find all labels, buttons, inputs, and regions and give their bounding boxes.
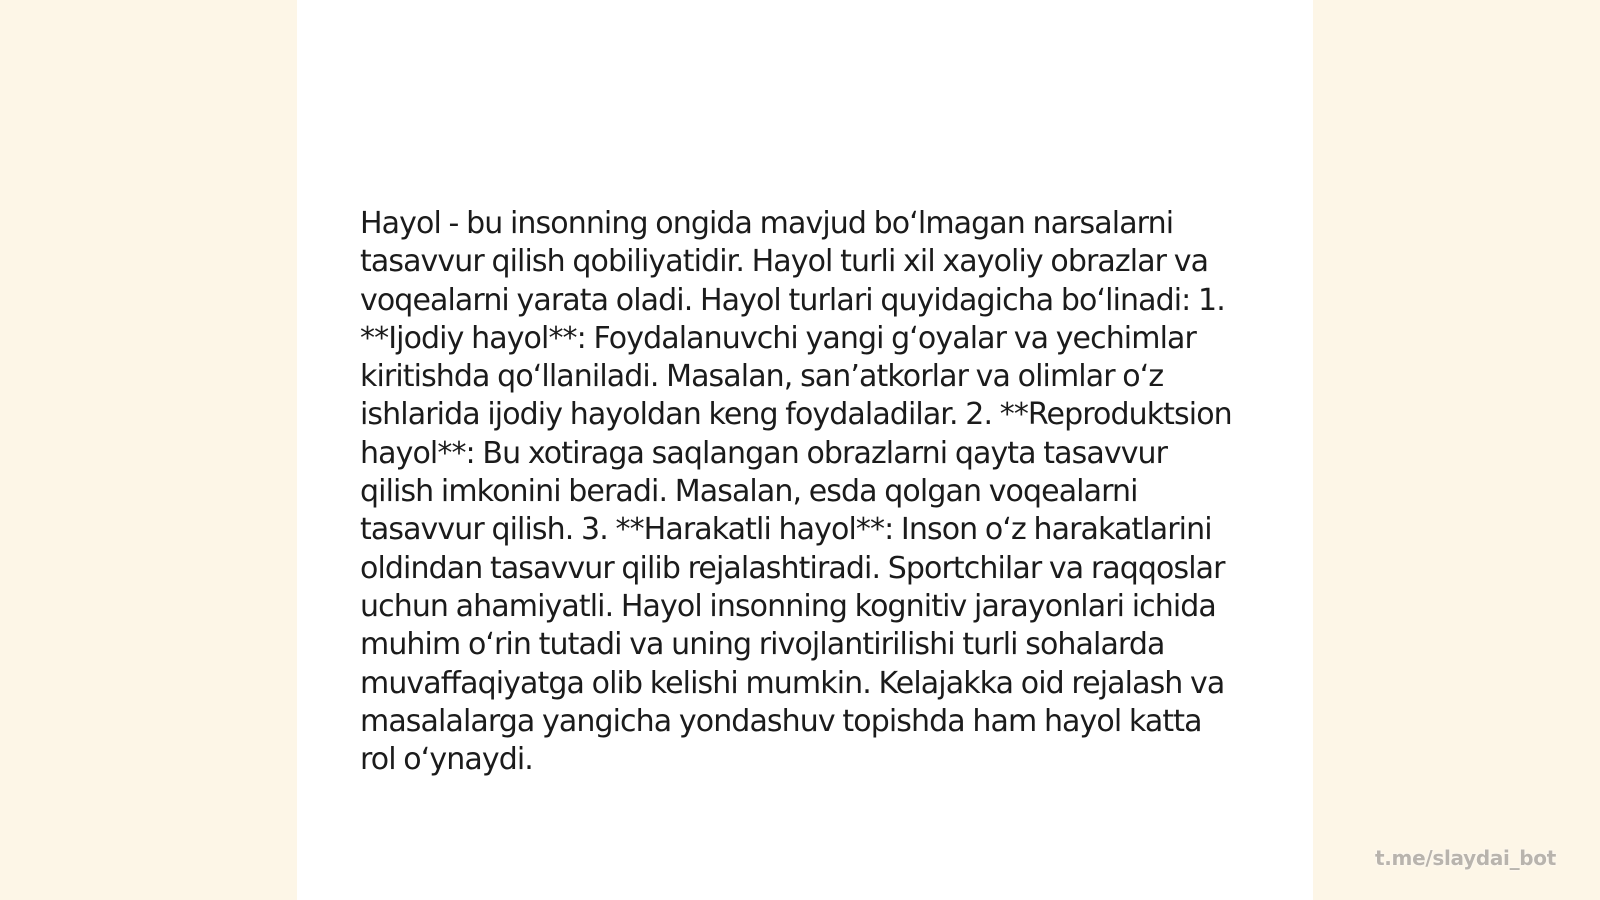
watermark: t.me/slaydai_bot bbox=[1374, 846, 1556, 870]
slide-body-text: Hayol - bu insonning ongida mavjud bo‘lmagan narsalarni tasavvur qilish qobiliyatidir. Hayol turli xil xayoliy obrazlar va voqealarni yarata oladi. Hayol turlari quyidagicha bo‘linadi: 1. **Ijodiy hayol**: Foydalanuvchi yangi g‘oyalar va yechimlar kiritishda qo‘llaniladi. Masalan, san’atkorlar va olimlar o‘z ishlarida ijodiy hayoldan keng foydaladilar. 2. **Reproduktsion hayol**: Bu xotiraga saqlangan obrazlarni qayta tasavvur qilish imkonini beradi. Masalan, esda qolgan voqealarni tasavvur qilish. 3. **Harakatli hayol**: Inson o‘z harakatlarini oldindan tasavvur qilib rejalashtiradi. Sportchilar va raqqoslar uchun ahamiyatli. Hayol insonning kognitiv jarayonlari ichida muhim o‘rin tutadi va uning rivojlantirilishi turli sohalarda muvaffaqiyatga olib kelishi mumkin. Kelajakka oid rejalash va masalalarga yangicha yondashuv topishda ham hayol katta rol o‘ynaydi. bbox=[360, 206, 1232, 778]
